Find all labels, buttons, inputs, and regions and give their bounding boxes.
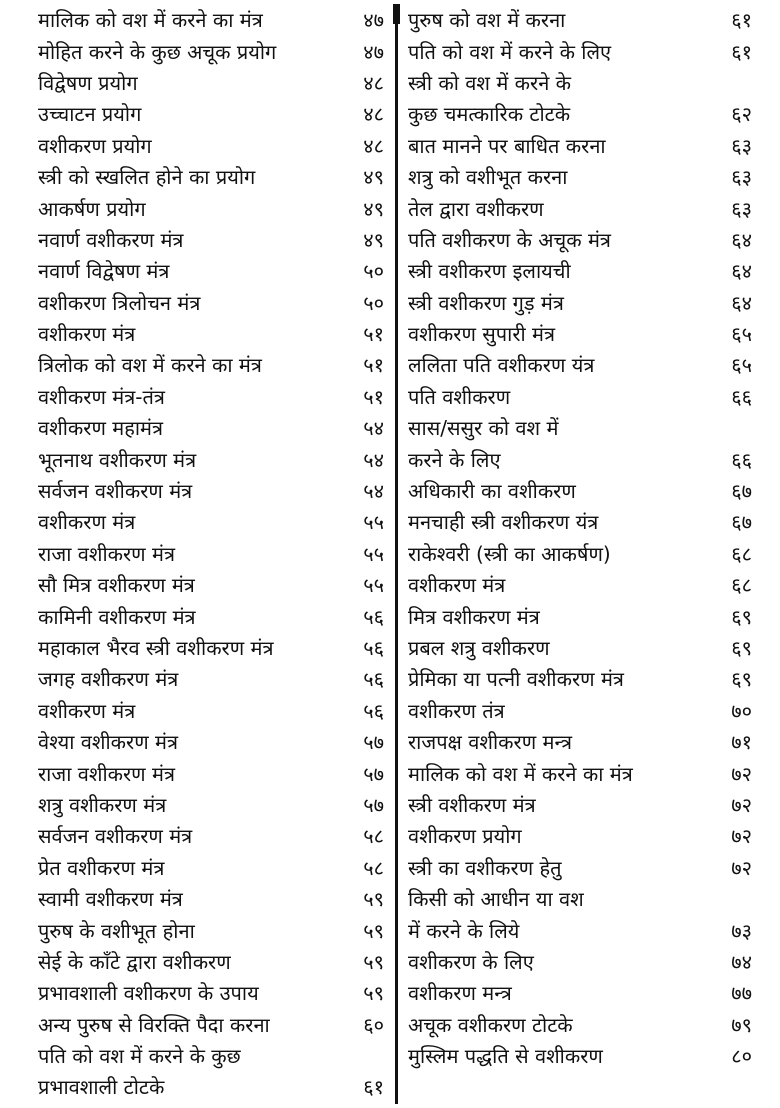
toc-entry <box>38 349 384 380</box>
toc-entry <box>408 726 752 757</box>
toc-entry-title: वशीकरण मंत्र <box>38 698 136 723</box>
toc-entry <box>38 977 384 1008</box>
column-divider <box>395 4 398 1104</box>
toc-entry <box>408 130 752 161</box>
toc-entry <box>408 381 752 412</box>
toc-entry-title: वशीकरण मंत्र <box>38 322 136 347</box>
toc-entry-title: प्रबल शत्रु वशीकरण <box>408 636 550 660</box>
toc-entry-title: स्त्री वशीकरण मंत्र <box>408 792 536 817</box>
toc-entry-title: ललिता पति वशीकरण यंत्र <box>408 353 595 378</box>
toc-page-number: ४८ <box>363 102 384 127</box>
toc-entry-line <box>408 443 752 474</box>
toc-page-number: ६६ <box>731 384 752 409</box>
toc-page-number: ५७ <box>363 761 384 786</box>
toc-entry-title: स्त्री वशीकरण इलायची <box>408 259 571 284</box>
toc-entry-line <box>38 287 384 318</box>
toc-entry-title: करने के लिए <box>408 447 501 472</box>
toc-entry-line <box>408 569 752 600</box>
toc-entry-line <box>408 695 752 726</box>
toc-page-number: ६३ <box>731 133 752 158</box>
toc-entry-title: किसी को आधीन या वश <box>408 887 584 912</box>
toc-entry-title: सौ मित्र वशीकरण मंत्र <box>38 573 195 598</box>
toc-page-number: ६९ <box>731 636 752 660</box>
toc-page-number: ४९ <box>363 165 384 190</box>
toc-page-number: ५९ <box>363 918 384 943</box>
toc-entry-line <box>38 538 384 569</box>
toc-entry-title: महाकाल भैरव स्त्री वशीकरण मंत्र <box>38 636 274 660</box>
toc-entry <box>38 914 384 945</box>
toc-entry-line <box>38 789 384 820</box>
toc-page-number: ५१ <box>363 322 384 347</box>
toc-entry <box>38 98 384 129</box>
toc-entry-title: राजपक्ष वशीकरण मन्त्र <box>408 730 573 755</box>
toc-entry-line <box>38 381 384 412</box>
toc-entry-title: सर्वजन वशीकरण मंत्र <box>38 479 193 504</box>
toc-entry-line <box>408 192 752 223</box>
toc-entry-line <box>408 161 752 192</box>
toc-entry-title: राकेश्वरी (स्त्री का आकर्षण) <box>408 541 611 566</box>
toc-entry-title: मालिक को वश में करने का मंत्र <box>38 8 263 33</box>
toc-entry-title: वशीकरण मंत्र <box>408 573 506 598</box>
toc-entry <box>408 852 752 883</box>
toc-entry-line <box>38 1009 384 1040</box>
toc-page-number: ५७ <box>363 792 384 817</box>
toc-entry-line <box>38 130 384 161</box>
toc-entry <box>408 67 752 130</box>
toc-entry-line <box>38 757 384 788</box>
toc-entry-title: पति को वश में करने के लिए <box>408 39 612 64</box>
toc-page-number: ५७ <box>363 730 384 755</box>
toc-page-number: ५१ <box>363 353 384 378</box>
toc-entry-line <box>38 255 384 286</box>
toc-entry-title: प्रेमिका या पत्नी वशीकरण मंत्र <box>408 667 624 692</box>
toc-entry <box>408 569 752 600</box>
toc-entry-title: सास/ससुर को वश में <box>408 416 559 441</box>
toc-entry-line <box>38 569 384 600</box>
toc-page-number: ६८ <box>731 541 752 566</box>
toc-entry <box>408 1009 752 1040</box>
toc-page-number: ५९ <box>363 981 384 1006</box>
toc-entry <box>408 318 752 349</box>
toc-entry-title: में करने के लिये <box>408 918 520 943</box>
toc-entry-title: शत्रु को वशीभूत करना <box>408 165 568 190</box>
toc-entry-line <box>408 255 752 286</box>
toc-entry <box>408 224 752 255</box>
toc-entry <box>38 726 384 757</box>
toc-entry-line <box>408 726 752 757</box>
toc-entry-line <box>408 600 752 631</box>
toc-entry-title: मालिक को वश में करने का मंत्र <box>408 761 633 786</box>
toc-page-number: ५५ <box>363 510 384 535</box>
toc-page-number: ५९ <box>363 949 384 974</box>
toc-entry-line <box>38 67 384 98</box>
toc-page-number: ५६ <box>363 636 384 660</box>
toc-entry-title: पुरुष के वशीभूत होना <box>38 918 195 943</box>
toc-entry-title: वशीकरण त्रिलोचन मंत्र <box>38 290 201 315</box>
toc-page-number: ५१ <box>363 384 384 409</box>
toc-page-number: ५४ <box>363 447 384 472</box>
toc-page-number: ५० <box>363 290 384 315</box>
toc-entry-line <box>38 98 384 129</box>
toc-page-number: ६६ <box>731 447 752 472</box>
toc-entry-title: प्रेत वशीकरण मंत्र <box>38 855 165 880</box>
toc-page-number: ६८ <box>731 573 752 598</box>
toc-entry <box>38 600 384 631</box>
toc-entry <box>408 757 752 788</box>
toc-entry <box>408 35 752 66</box>
toc-entry-line <box>408 820 752 851</box>
toc-page-number: ५४ <box>363 479 384 504</box>
toc-entry-line <box>38 192 384 223</box>
toc-entry-title: अधिकारी का वशीकरण <box>408 479 576 504</box>
toc-entry <box>38 255 384 286</box>
toc-entry-title: मुस्लिम पद्धति से वशीकरण <box>408 1044 603 1069</box>
toc-entry-title: कामिनी वशीकरण मंत्र <box>38 604 196 629</box>
toc-page-number: ७९ <box>731 1012 752 1037</box>
toc-entry-line <box>408 224 752 255</box>
toc-page-number: ५६ <box>363 698 384 723</box>
toc-entry-title: कुछ चमत्कारिक टोटके <box>408 102 571 127</box>
toc-entry <box>38 538 384 569</box>
toc-entry-title: सेई के काँटे द्वारा वशीकरण <box>38 949 231 974</box>
toc-page-number: ४९ <box>363 196 384 221</box>
toc-entry-title: प्रभावशाली टोटके <box>38 1075 165 1100</box>
toc-page-number: ६४ <box>731 259 752 284</box>
toc-entry <box>38 506 384 537</box>
toc-entry <box>38 1040 384 1103</box>
toc-entry-title: स्त्री वशीकरण गुड़ मंत्र <box>408 290 564 315</box>
toc-page-number: ६३ <box>731 165 752 190</box>
toc-entry <box>38 789 384 820</box>
toc-entry-title: त्रिलोक को वश में करने का मंत्र <box>38 353 262 378</box>
toc-page-number: ५० <box>363 259 384 284</box>
toc-page-number: ७२ <box>731 824 752 849</box>
toc-page-number: ५४ <box>363 416 384 441</box>
toc-entry-line <box>38 883 384 914</box>
toc-page-number: ६५ <box>731 353 752 378</box>
toc-right-column <box>408 4 752 1104</box>
toc-entry <box>408 349 752 380</box>
toc-entry-title: वशीकरण मंत्र-तंत्र <box>38 384 165 409</box>
toc-entry-line <box>408 35 752 66</box>
toc-entry <box>38 287 384 318</box>
toc-entry <box>408 412 752 475</box>
toc-entry-line <box>408 287 752 318</box>
toc-entry-line <box>408 412 752 443</box>
toc-entry <box>38 192 384 223</box>
toc-entry-title: मित्र वशीकरण मंत्र <box>408 604 540 629</box>
toc-page-number: ७० <box>731 698 752 723</box>
toc-entry-line <box>408 381 752 412</box>
toc-entry-title: वशीकरण मन्त्र <box>408 981 512 1006</box>
toc-entry-line <box>408 67 752 98</box>
toc-entry-title: बात मानने पर बाधित करना <box>408 133 606 158</box>
toc-entry-title: वशीकरण महामंत्र <box>38 416 164 441</box>
toc-entry-line <box>408 4 752 35</box>
toc-entry <box>408 255 752 286</box>
toc-page-number: ५८ <box>363 824 384 849</box>
toc-entry-line <box>38 349 384 380</box>
toc-page-number: ६३ <box>731 196 752 221</box>
toc-page-number: ६० <box>363 1012 384 1037</box>
toc-entry <box>408 820 752 851</box>
toc-page-number: ५६ <box>363 667 384 692</box>
toc-page-number: ७३ <box>731 918 752 943</box>
toc-entry-line <box>408 349 752 380</box>
toc-entry-title: स्त्री को स्खलित होने का प्रयोग <box>38 165 256 190</box>
toc-entry-title: उच्चाटन प्रयोग <box>38 102 142 127</box>
toc-page-number: ६४ <box>731 227 752 252</box>
toc-entry <box>408 161 752 192</box>
toc-entry-line <box>38 35 384 66</box>
toc-entry-title: स्त्री को वश में करने के <box>408 70 572 95</box>
toc-page-number: ७७ <box>731 981 752 1006</box>
toc-entry <box>38 946 384 977</box>
toc-entry <box>408 538 752 569</box>
toc-entry-line <box>408 663 752 694</box>
toc-page-number: ७२ <box>731 792 752 817</box>
toc-entry <box>38 820 384 851</box>
toc-entry <box>38 757 384 788</box>
toc-page-number: ६४ <box>731 290 752 315</box>
toc-entry-line <box>38 914 384 945</box>
toc-entry-line <box>408 883 752 914</box>
toc-entry <box>38 475 384 506</box>
toc-entry <box>38 161 384 192</box>
toc-page-number: ७२ <box>731 855 752 880</box>
toc-entry-line <box>408 977 752 1008</box>
toc-entry-title: स्त्री का वशीकरण हेतु <box>408 855 562 880</box>
toc-entry-title: वशीकरण मंत्र <box>38 510 136 535</box>
toc-entry-title: सर्वजन वशीकरण मंत्र <box>38 824 193 849</box>
toc-entry <box>38 67 384 98</box>
toc-entry-line <box>408 914 752 945</box>
toc-entry-title: अन्य पुरुष से विरक्ति पैदा करना <box>38 1012 270 1037</box>
toc-entry-line <box>408 318 752 349</box>
toc-page-number: ४७ <box>363 8 384 33</box>
toc-entry-line <box>38 663 384 694</box>
toc-entry <box>408 789 752 820</box>
toc-entry-title: मोहित करने के कुछ अचूक प्रयोग <box>38 39 277 64</box>
toc-entry-line <box>38 224 384 255</box>
toc-entry-title: पति को वश में करने के कुछ <box>38 1044 241 1069</box>
toc-page-number: ५६ <box>363 604 384 629</box>
toc-page-number: ६७ <box>731 510 752 535</box>
toc-entry-line <box>38 632 384 663</box>
toc-entry-title: राजा वशीकरण मंत्र <box>38 761 175 786</box>
toc-entry-title: नवार्ण वशीकरण मंत्र <box>38 227 184 252</box>
toc-page-number: ५५ <box>363 541 384 566</box>
toc-entry-title: वशीकरण के लिए <box>408 949 534 974</box>
toc-page-number: ४८ <box>363 70 384 95</box>
toc-entry <box>38 35 384 66</box>
toc-entry <box>38 412 384 443</box>
toc-entry <box>38 569 384 600</box>
toc-entry-line <box>38 4 384 35</box>
toc-entry <box>408 475 752 506</box>
toc-page-number: ६२ <box>731 102 752 127</box>
toc-entry-line <box>38 475 384 506</box>
toc-page-number: ६५ <box>731 322 752 347</box>
toc-entry <box>38 852 384 883</box>
toc-entry-title: मनचाही स्त्री वशीकरण यंत्र <box>408 510 599 535</box>
toc-entry <box>38 4 384 35</box>
toc-entry <box>408 632 752 663</box>
toc-entry-line <box>408 946 752 977</box>
toc-entry <box>408 977 752 1008</box>
toc-entry-line <box>38 506 384 537</box>
toc-entry <box>38 632 384 663</box>
toc-entry <box>38 695 384 726</box>
toc-entry-line <box>408 789 752 820</box>
toc-entry <box>38 443 384 474</box>
toc-entry-line <box>408 475 752 506</box>
toc-page-number: ६९ <box>731 604 752 629</box>
toc-page-number: ४७ <box>363 39 384 64</box>
toc-page-number: ६१ <box>731 39 752 64</box>
toc-entry-line <box>408 506 752 537</box>
toc-page-number: ७१ <box>731 730 752 755</box>
toc-entry-line <box>408 852 752 883</box>
toc-entry <box>38 224 384 255</box>
toc-entry-title: जगह वशीकरण मंत्र <box>38 667 179 692</box>
toc-entry <box>408 4 752 35</box>
toc-page-number: ५५ <box>363 573 384 598</box>
toc-entry-line <box>38 161 384 192</box>
toc-entry <box>408 287 752 318</box>
toc-entry <box>38 883 384 914</box>
toc-left-column <box>38 4 384 1104</box>
toc-entry-title: पति वशीकरण के अचूक मंत्र <box>408 227 611 252</box>
toc-entry-title: राजा वशीकरण मंत्र <box>38 541 175 566</box>
toc-page-number: ५८ <box>363 855 384 880</box>
toc-page-number: ४९ <box>363 227 384 252</box>
toc-entry <box>38 1009 384 1040</box>
toc-entry-line <box>38 443 384 474</box>
toc-entry-title: वशीकरण सुपारी मंत्र <box>408 322 556 347</box>
toc-entry-title: स्वामी वशीकरण मंत्र <box>38 887 183 912</box>
toc-entry <box>408 600 752 631</box>
toc-page-number: ८० <box>731 1044 752 1069</box>
toc-entry-line <box>408 98 752 129</box>
toc-entry-line <box>38 726 384 757</box>
toc-entry-title: भूतनाथ वशीकरण मंत्र <box>38 447 197 472</box>
toc-entry-line <box>408 757 752 788</box>
toc-page-number: ४८ <box>363 133 384 158</box>
toc-entry <box>38 663 384 694</box>
toc-entry <box>38 381 384 412</box>
toc-entry <box>38 130 384 161</box>
toc-entry-title: अचूक वशीकरण टोटके <box>408 1012 573 1037</box>
toc-page-number: ६१ <box>731 8 752 33</box>
toc-entry-title: विद्वेषण प्रयोग <box>38 70 138 95</box>
toc-entry-line <box>38 412 384 443</box>
toc-entry <box>408 663 752 694</box>
toc-entry <box>408 192 752 223</box>
toc-entry-title: वशीकरण तंत्र <box>408 698 505 723</box>
toc-entry <box>408 695 752 726</box>
toc-entry-line <box>38 1040 384 1071</box>
toc-entry-title: पुरुष को वश में करना <box>408 8 566 33</box>
toc-entry-title: तेल द्वारा वशीकरण <box>408 196 544 221</box>
toc-entry <box>408 883 752 946</box>
toc-page-number: ६७ <box>731 479 752 504</box>
toc-entry-line <box>38 852 384 883</box>
toc-entry <box>408 506 752 537</box>
toc-entry <box>408 1040 752 1071</box>
toc-entry-line <box>38 600 384 631</box>
toc-entry-title: नवार्ण विद्वेषण मंत्र <box>38 259 170 284</box>
toc-page-number: ७२ <box>731 761 752 786</box>
toc-entry-line <box>38 946 384 977</box>
toc-entry-line <box>38 820 384 851</box>
toc-entry-line <box>408 130 752 161</box>
toc-entry-line <box>408 538 752 569</box>
toc-entry-title: वेश्या वशीकरण मंत्र <box>38 730 179 755</box>
toc-entry <box>408 946 752 977</box>
toc-entry-title: पति वशीकरण <box>408 384 511 409</box>
toc-entry-line <box>38 1071 384 1102</box>
toc-entry <box>38 318 384 349</box>
toc-entry-line <box>408 1040 752 1071</box>
toc-entry-title: आकर्षण प्रयोग <box>38 196 146 221</box>
toc-entry-line <box>38 695 384 726</box>
toc-page-number: ५९ <box>363 887 384 912</box>
toc-entry-line <box>38 977 384 1008</box>
toc-page-number: ६९ <box>731 667 752 692</box>
column-divider-cap <box>393 4 400 24</box>
toc-entry-title: प्रभावशाली वशीकरण के उपाय <box>38 981 259 1006</box>
toc-page-number: ६१ <box>363 1075 384 1100</box>
toc-entry-title: शत्रु वशीकरण मंत्र <box>38 792 167 817</box>
toc-entry-line <box>408 1009 752 1040</box>
toc-entry-title: वशीकरण प्रयोग <box>38 133 152 158</box>
toc-entry-line <box>38 318 384 349</box>
toc-entry-line <box>408 632 752 663</box>
toc-page-number: ७४ <box>731 949 752 974</box>
toc-entry-title: वशीकरण प्रयोग <box>408 824 522 849</box>
